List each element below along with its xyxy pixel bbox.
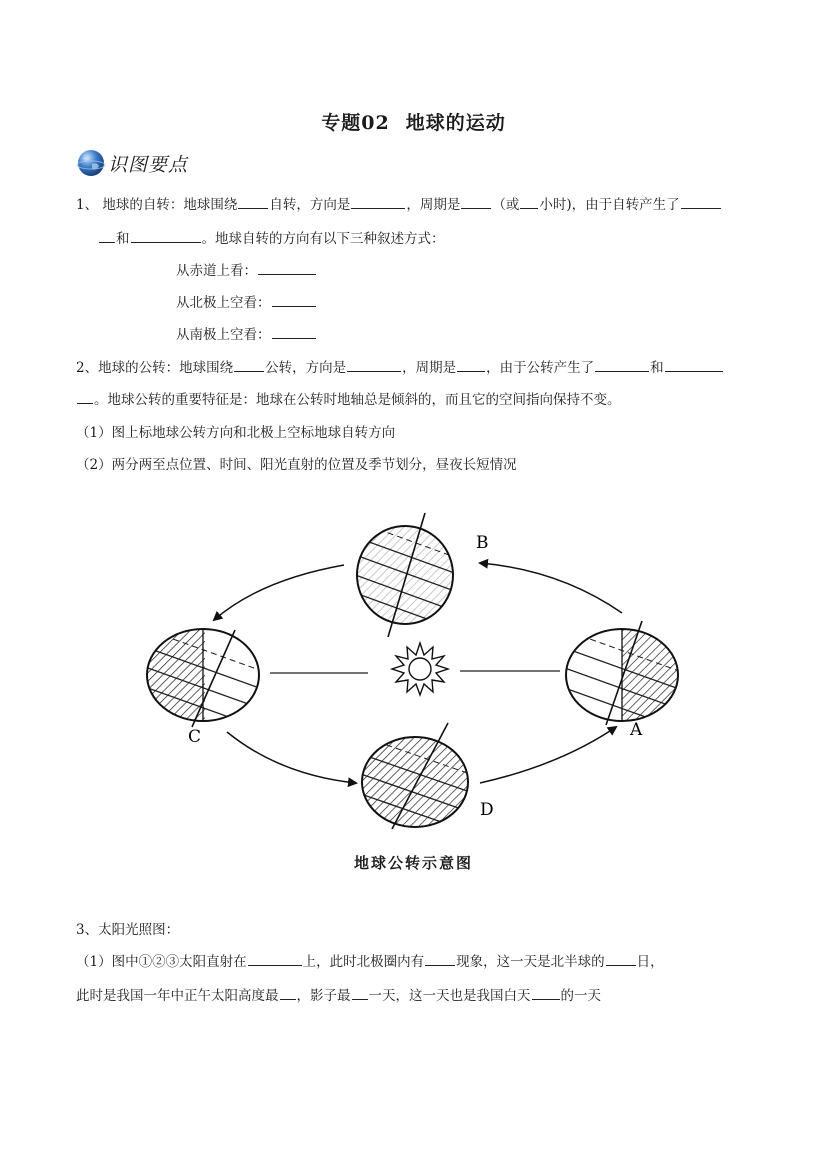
section-label: 识图要点 (108, 153, 189, 176)
label-a: A (630, 720, 643, 740)
title-main: 专题02 (321, 112, 390, 134)
q1-line2: 和 。地球自转的方向有以下三种叙述方式： (98, 227, 445, 247)
blank (425, 952, 455, 966)
q2-line1: 2、地球的公转：地球围绕 公转，方向是 ，周期是 ，由于公转产生了 和 (76, 356, 724, 376)
blank (665, 358, 723, 372)
q2-sub1: （1）图上标地球公转方向和北极上空标地球自转方向 (76, 425, 396, 441)
sun-icon (392, 643, 448, 695)
q3-line2: 此时是我国一年中正午太阳高度最 ，影子最 一天，这一天也是我国白天 的一天 (76, 988, 601, 1004)
q3-head: 3、太阳光照图： (76, 922, 180, 938)
blank (532, 986, 560, 1000)
blank (520, 195, 538, 209)
page-title (0, 108, 827, 135)
q2-line2: 。地球公转的重要特征是：地球在公转时地轴总是倾斜的，而且它的空间指向保持不变。 (76, 388, 621, 408)
q1-line1: 1、 地球的自转：地球围绕 自转，方向是 ，周期是 （或 小时)，由于自转产生了 (76, 193, 722, 213)
blank (461, 195, 491, 209)
blank (352, 986, 368, 1000)
blank (238, 195, 268, 209)
label-c: C (188, 727, 202, 747)
earth-a (562, 621, 682, 750)
blank (99, 229, 115, 243)
orbit-arrow-d-to-a (480, 727, 616, 783)
label-b: B (476, 533, 489, 553)
q1-item1: 从赤道上看： (176, 259, 317, 279)
blank (234, 358, 264, 372)
diagram-caption: 地球公转示意图 (353, 854, 473, 872)
blank (606, 952, 636, 966)
earth-b (350, 513, 460, 649)
blank (272, 293, 316, 307)
orbit-arrow-a-to-b (480, 563, 622, 613)
blank (248, 952, 302, 966)
q3-line1: （1）图中①②③太阳直射在 上，此时北极圈内有 现象，这一天是北半球的 日， (76, 954, 664, 970)
title-topic: 地球的运动 (405, 112, 506, 134)
blank (681, 195, 721, 209)
blank (351, 195, 405, 209)
orbit-diagram (130, 495, 710, 885)
blank (272, 325, 316, 339)
blank (77, 390, 93, 404)
section-header (76, 146, 188, 180)
orbit-arrow-c-to-d (227, 732, 356, 783)
globe-icon (76, 148, 106, 178)
blank (457, 358, 485, 372)
blank (131, 229, 201, 243)
q1-item2: 从北极上空看： (176, 291, 317, 311)
q1-item3: 从南极上空看： (176, 323, 317, 343)
orbit-arrow-b-to-c (214, 565, 344, 620)
blank (595, 358, 649, 372)
blank (347, 358, 401, 372)
blank (280, 986, 296, 1000)
earth-d (358, 723, 473, 853)
label-d: D (480, 800, 494, 820)
blank (258, 261, 316, 275)
q2-sub2: （2）两分两至点位置、时间、阳光直射的位置及季节划分，昼夜长短情况 (76, 457, 517, 473)
earth-c (145, 625, 265, 750)
